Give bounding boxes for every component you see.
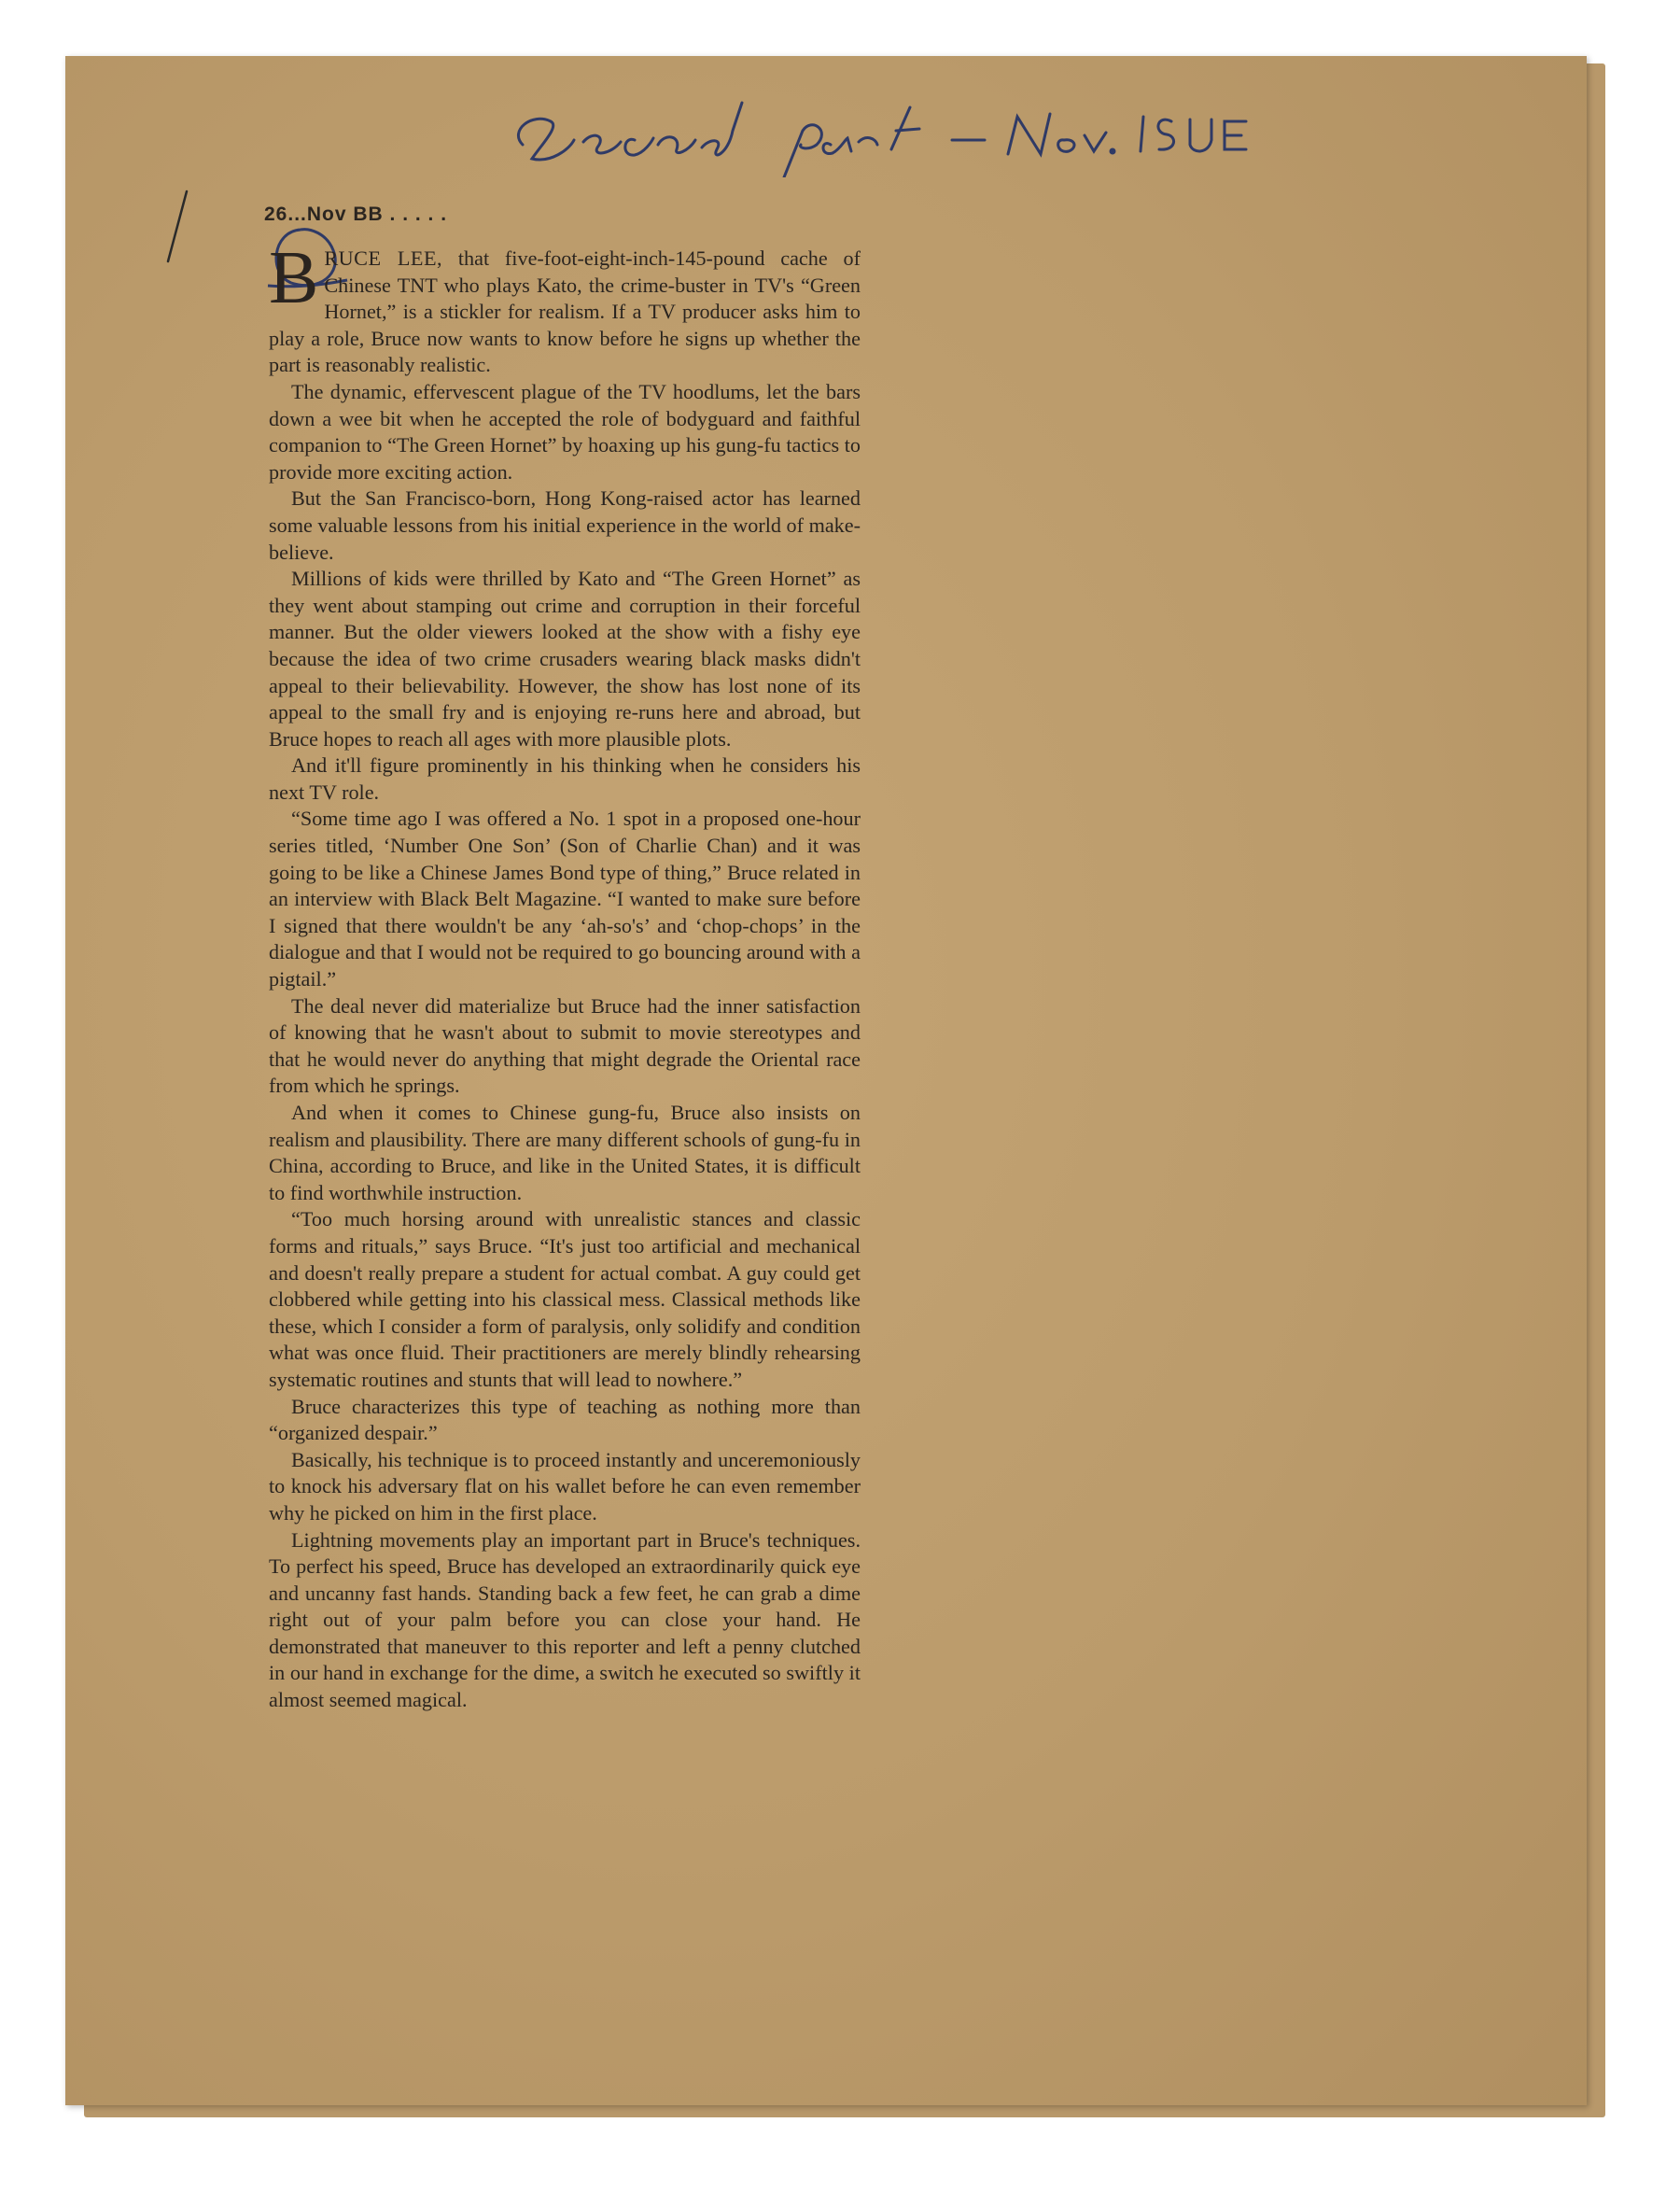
article-body (269, 237, 861, 1714)
article-paragraph: Bruce characterizes this type of teaching as nothing more than “organized despair.” (269, 1394, 861, 1445)
article-paragraph: But the San Francisco-born, Hong Kong-raised actor has learned some valuable lessons from his initial experience in the world of make-believe. (269, 486, 861, 564)
page-slug: 26...Nov BB . . . . . (264, 204, 448, 225)
article-paragraph: Lightning movements play an important part in Bruce's techniques. To perfect his speed, Bruce has developed an extraordinarily quick eye and uncanny fast hands. Standing back a few feet, he can grab a dime right out of your palm before you can close your hand. He demonstrated that maneuver to this reporter and left a penny clutched in our hand in exchange for the dime, a switch he executed so swiftly it almost seemed magical. (269, 1527, 861, 1712)
article-paragraph: Millions of kids were thrilled by Kato and “The Green Hornet” as they went about stamping out crime and corruption in their forceful manner. But the older viewers looked at the show with a fishy eye because the idea of two crime crusaders wearing black masks didn't appeal to their believability. However, the show has lost none of its appeal to the small fry and is enjoying re-runs here and abroad, but Bruce hopes to reach all ages with more plausible plots. (269, 567, 861, 751)
article-paragraph: “Some time ago I was offered a No. 1 spot in a proposed one-hour series titled, ‘Number One Son’ (Son of Charlie Chan) and it was going to be like a Chinese James Bond type of thing,” Bruce related in an interview with Black Belt Magazine. “I wanted to make sure before I signed that there wouldn't be any ‘ah-so's’ and ‘chop-chops’ in the dialogue and that I would not be required to go bouncing around with a pigtail.” (269, 807, 861, 991)
article-paragraph: And it'll figure prominently in his thinking when he considers his next TV role. (269, 753, 861, 804)
article-paragraph: Basically, his technique is to proceed instantly and unceremoniously to knock his adversary flat on his wallet before he can even remember why he picked on him in the first place. (269, 1447, 861, 1525)
paragraph-text: that five-foot-eight-inch-145-pound cache of Chinese TNT who plays Kato, the crime-buster in TV's “Green Hornet,” is a stickler for realism. If a TV producer asks him to play a role, Bruce now wants to know before he signs up whether the part is reasonably realistic. (269, 246, 861, 377)
article-paragraph-1 (269, 237, 861, 379)
article-paragraph: And when it comes to Chinese gung-fu, Bruce also insists on realism and plausibility. There are many different schools of gung-fu in China, according to Bruce, and like in the United States, it is difficult to find worthwhile instruction. (269, 1101, 861, 1204)
article-paragraph: The deal never did materialize but Bruce had the inner satisfaction of knowing that he wasn't about to submit to movie stereotypes and that he would never do anything that might degrade the Oriental race from which he springs. (269, 993, 861, 1098)
handwritten-note (504, 93, 1251, 177)
lead-caps: RUCE LEE, (324, 246, 443, 270)
article-paragraph: The dynamic, effervescent plague of the TV hoodlums, let the bars down a wee bit when he accepted the role of bodyguard and faithful companion to “The Green Hornet” by hoaxing up his gung-fu tactics to provide more exciting action. (269, 379, 861, 484)
drop-cap: B (269, 237, 319, 319)
article-paragraph: “Too much horsing around with unrealistic stances and classic forms and rituals,” says Bruce. “It's just too artificial and mechanical and doesn't really prepare a student for actual combat. A guy could get clobbered while getting into his classical mess. Classical methods like these, which I consider a form of paralysis, only solidify and condition what was once fluid. Their practitioners are merely blindly rehearsing systematic routines and stunts that will lead to nowhere.” (269, 1207, 861, 1391)
margin-pencil-mark (159, 187, 196, 271)
